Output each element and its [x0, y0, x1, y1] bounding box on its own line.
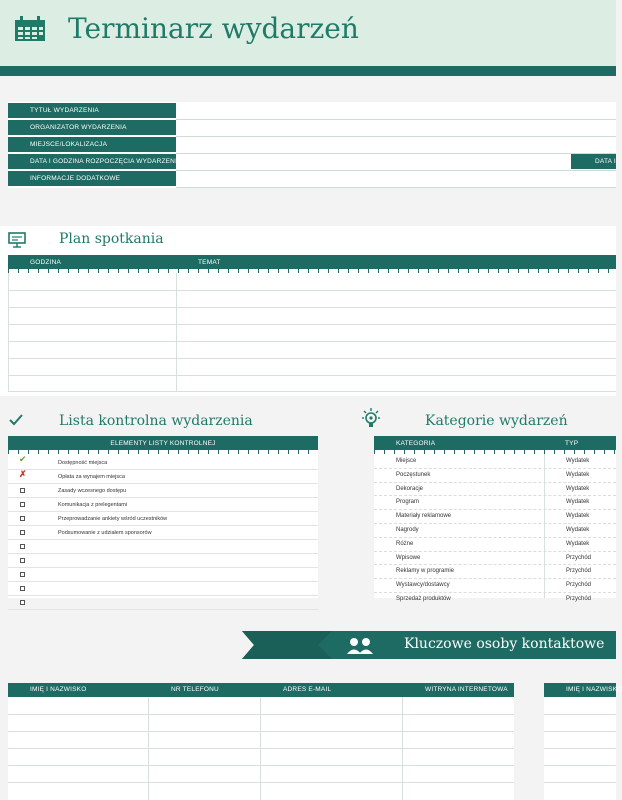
categories-ticks	[374, 450, 616, 454]
info-label-additional: INFORMACJE DODATKOWE	[8, 171, 176, 186]
contacts-row-line	[8, 731, 514, 732]
info-label-organizer: ORGANIZATOR WYDARZENIA	[8, 120, 176, 135]
checklist-item	[8, 484, 318, 498]
checklist-item	[8, 526, 318, 540]
info-line	[176, 119, 616, 120]
category-type: Wydatek	[566, 513, 590, 520]
cross-icon[interactable]: ✗	[19, 469, 27, 479]
checklist-item	[8, 456, 318, 470]
plan-row-line	[8, 391, 616, 392]
plan-row-line	[8, 358, 616, 359]
contacts-row-line	[544, 731, 616, 732]
lightbulb-icon	[360, 408, 382, 430]
category-type: Wydatek	[566, 540, 590, 547]
checkbox[interactable]	[20, 516, 25, 521]
checklist-item	[8, 512, 318, 526]
info-label-title: TYTUŁ WYDARZENIA	[8, 103, 176, 118]
categories-col-type: TYP	[565, 440, 579, 447]
checkbox[interactable]	[20, 544, 25, 549]
category-row	[374, 579, 616, 593]
contacts-col-website: WITRYNA INTERNETOWA	[425, 686, 508, 693]
checklist-title: Lista kontrolna wydarzenia	[59, 413, 253, 429]
plan-row-line	[8, 324, 616, 325]
category-row	[374, 483, 616, 497]
category-type: Przychód	[566, 554, 592, 561]
contacts-col-email: ADRES E-MAIL	[283, 686, 332, 693]
categories-header	[374, 436, 616, 450]
contacts-row-line	[8, 782, 514, 783]
checklist-item-text: Zasady wczesnego dostępu	[58, 488, 127, 494]
checklist-item-text: Komunikacja z prelegentami	[58, 502, 128, 508]
page-title: Terminarz wydarzeń	[68, 12, 359, 45]
category-type: Wydatek	[566, 471, 590, 478]
checklist-rows	[8, 456, 318, 610]
checkbox[interactable]	[20, 586, 25, 591]
checkbox[interactable]	[20, 572, 25, 577]
contacts-title: Kluczowe osoby kontaktowe	[404, 636, 605, 652]
checklist-item	[8, 554, 318, 568]
category-name: Poczęstunek	[396, 471, 431, 478]
checklist-item	[8, 568, 318, 582]
categories-col-category: KATEGORIA	[396, 440, 436, 447]
plan-row-line	[8, 307, 616, 308]
category-type: Przychód	[566, 582, 592, 589]
contacts-col-name: IMIĘ I NAZWISKO	[30, 686, 87, 693]
checkbox[interactable]	[20, 600, 25, 605]
category-name: Nagrody	[396, 526, 419, 533]
category-type: Wydatek	[566, 485, 590, 492]
category-type: Wydatek	[566, 526, 590, 533]
checklist-item	[8, 540, 318, 554]
contacts-col-phone: NR TELEFONU	[171, 686, 219, 693]
category-row	[374, 593, 616, 606]
checkmark-icon	[9, 414, 23, 426]
contacts-col-name-right: IMIĘ I NAZWISKO	[566, 686, 622, 693]
category-row	[374, 565, 616, 579]
checklist-item-text: Dostępność miejsca	[58, 460, 108, 466]
category-row	[374, 552, 616, 566]
presentation-icon	[8, 232, 26, 248]
category-type: Wydatek	[566, 499, 590, 506]
checklist-header	[8, 436, 318, 450]
category-name: Reklamy w programie	[396, 568, 455, 575]
categories-title: Kategorie wydarzeń	[425, 413, 568, 429]
contacts-row-line	[544, 765, 616, 766]
info-line	[176, 187, 616, 188]
info-label-start: DATA I GODZINA ROZPOCZĘCIA WYDARZENIA	[8, 154, 176, 169]
checklist-item	[8, 498, 318, 512]
category-row	[374, 538, 616, 552]
category-row	[374, 455, 616, 469]
category-name: Wystawcy/dostawcy	[396, 582, 450, 589]
info-line	[176, 170, 616, 171]
checklist-item-text: Opłata za wynajem miejsca	[58, 474, 125, 480]
contacts-row-line	[8, 748, 514, 749]
category-row	[374, 524, 616, 538]
plan-col-topic: TEMAT	[198, 259, 221, 266]
checklist-item	[8, 470, 318, 484]
checkbox[interactable]	[20, 530, 25, 535]
done-check-icon[interactable]: ✔	[19, 454, 27, 464]
category-name: Różne	[396, 540, 414, 547]
category-row	[374, 510, 616, 524]
category-row	[374, 469, 616, 483]
category-name: Wpisowe	[396, 554, 421, 561]
category-type: Przychód	[566, 568, 592, 575]
category-name: Miejsce	[396, 458, 417, 464]
category-name: Sprzedaż produktów	[396, 595, 451, 602]
plan-row-line	[8, 290, 616, 291]
categories-rows	[374, 455, 616, 606]
plan-ticks	[8, 269, 616, 273]
category-type: Wydatek	[566, 458, 590, 464]
checkbox[interactable]	[20, 558, 25, 563]
info-line	[176, 153, 616, 154]
checklist-col-items: ELEMENTY LISTY KONTROLNEJ	[110, 439, 216, 447]
plan-row-line	[8, 341, 616, 342]
plan-header	[8, 255, 616, 269]
contacts-row-line	[8, 714, 514, 715]
checklist-item	[8, 582, 318, 596]
checklist-item-text: Przeprowadzanie ankiety wśród uczestników	[58, 516, 168, 522]
contacts-group-icon	[346, 634, 374, 656]
category-row	[374, 496, 616, 510]
contacts-row-line	[544, 782, 616, 783]
plan-row-line	[8, 375, 616, 376]
plan-col-time: GODZINA	[30, 259, 62, 266]
info-line	[176, 136, 616, 137]
category-name: Program	[396, 499, 420, 506]
category-type: Przychód	[566, 595, 592, 602]
checklist-item-text: Podsumowanie z udziałem sponsorów	[58, 530, 152, 536]
checklist-ticks	[8, 450, 318, 454]
checkbox[interactable]	[20, 502, 25, 507]
checklist-item	[8, 596, 318, 610]
info-label-date-right: DATA I	[571, 154, 616, 169]
checkbox[interactable]	[20, 488, 25, 493]
contacts-row-line	[8, 765, 514, 766]
category-name: Dekoracje	[396, 485, 424, 492]
calendar-icon	[14, 16, 46, 42]
contacts-header	[8, 683, 514, 697]
contacts-row-line	[544, 714, 616, 715]
info-label-location: MIEJSCE/LOKALIZACJA	[8, 137, 176, 152]
plan-section	[0, 226, 616, 396]
contacts-row-line	[544, 748, 616, 749]
header-divider	[0, 66, 616, 76]
plan-title: Plan spotkania	[59, 231, 164, 247]
category-name: Materiały reklamowe	[396, 513, 452, 520]
contacts-header-right	[544, 683, 622, 697]
